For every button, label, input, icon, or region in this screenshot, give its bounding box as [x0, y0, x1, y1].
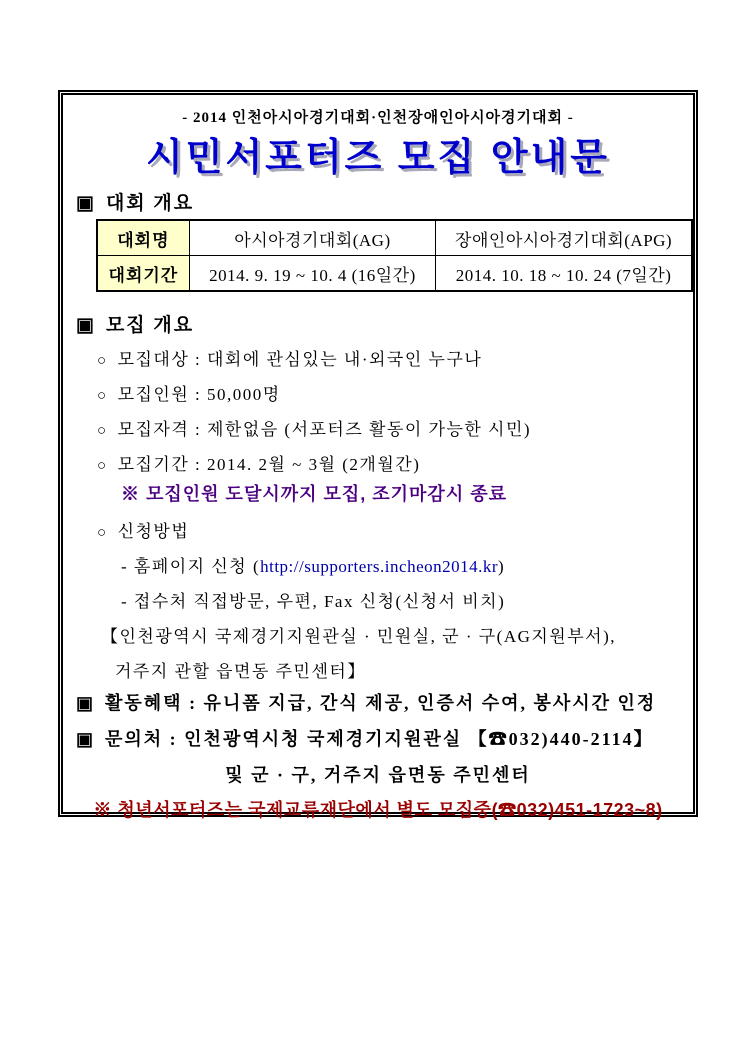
table-row [97, 256, 692, 292]
recruit-item-text: 모집자격 : 제한없음 (서포터즈 활동이 가능한 시민) [117, 420, 532, 439]
recruit-item-text: 모집대상 : 대회에 관심있는 내·외국인 누구나 [117, 350, 483, 369]
square-bullet-icon: ▣ [76, 315, 96, 336]
apply-homepage-prefix: - 홈페이지 신청 ( [121, 557, 261, 576]
section-recruit-heading [76, 310, 194, 337]
contact-text: 문의처 : 인천광역시청 국제경기지원관실 【☎032)440-2114】 [105, 729, 654, 749]
recruit-item-qualification [97, 415, 531, 440]
apply-method-heading [97, 517, 189, 542]
circle-bullet-icon: ○ [97, 388, 108, 404]
circle-bullet-icon: ○ [97, 423, 108, 439]
contact-line2: 및 군 · 구, 거주지 읍면동 주민센터 [225, 765, 531, 785]
table-cell-ag-period: 2014. 9. 19 ~ 10. 4 (16일간) [189, 256, 435, 292]
deadline-note: ※ 모집인원 도달시까지 모집, 조기마감시 종료 [121, 484, 507, 504]
apply-method-label: 신청방법 [117, 522, 190, 541]
recruit-item-target [97, 345, 482, 370]
square-bullet-icon: ▣ [76, 693, 96, 713]
apply-homepage-url: http://supporters.incheon2014.kr [260, 557, 499, 576]
section-overview-label: 대회 개요 [105, 193, 195, 214]
benefits-text: 활동혜택 : 유니폼 지급, 간식 제공, 인증서 수여, 봉사시간 인정 [105, 693, 657, 713]
square-bullet-icon: ▣ [76, 729, 96, 749]
recruit-item-count [97, 380, 281, 405]
circle-bullet-icon: ○ [97, 353, 108, 369]
title-row [63, 126, 693, 181]
apply-locations-line1: 【인천광역시 국제경기지원관실 · 민원실, 군 · 구(AG지원부서), [101, 627, 616, 646]
section-recruit-label: 모집 개요 [105, 315, 195, 336]
table-label-period: 대회기간 [97, 256, 189, 292]
benefits-line [76, 689, 656, 715]
overview-table [96, 219, 693, 292]
apply-visit-line: - 접수처 직접방문, 우편, Fax 신청(신청서 비치) [121, 592, 506, 611]
recruit-item-text: 모집인원 : 50,000명 [117, 385, 281, 404]
table-cell-ag-name: 아시아경기대회(AG) [189, 220, 435, 256]
table-label-name: 대회명 [97, 220, 189, 256]
square-bullet-icon: ▣ [76, 193, 96, 214]
event-subtitle: - 2014 인천아시아경기대회·인천장애인아시아경기대회 - [182, 110, 574, 126]
recruit-item-text: 모집기간 : 2014. 2월 ~ 3월 (2개월간) [117, 455, 421, 474]
circle-bullet-icon: ○ [97, 458, 108, 474]
section-overview-heading [76, 188, 194, 215]
apply-homepage-suffix: ) [498, 557, 506, 576]
apply-homepage-line [121, 552, 505, 577]
contact-line1 [76, 725, 654, 751]
apply-locations-line2: 거주지 관할 읍면동 주민센터】 [115, 662, 366, 681]
recruit-item-period [97, 450, 420, 475]
document-frame [58, 90, 698, 820]
table-cell-apg-name: 장애인아시아경기대회(APG) [436, 220, 692, 256]
table-cell-apg-period: 2014. 10. 18 ~ 10. 24 (7일간) [436, 256, 692, 292]
table-row [97, 220, 692, 256]
youth-supporters-note: ※ 청년서포터즈는 국제교류재단에서 별도 모집중(☎032)451-1723~8) [93, 800, 663, 820]
circle-bullet-icon: ○ [97, 525, 108, 541]
page-title: 시민서포터즈 모집 안내문 [146, 137, 610, 179]
